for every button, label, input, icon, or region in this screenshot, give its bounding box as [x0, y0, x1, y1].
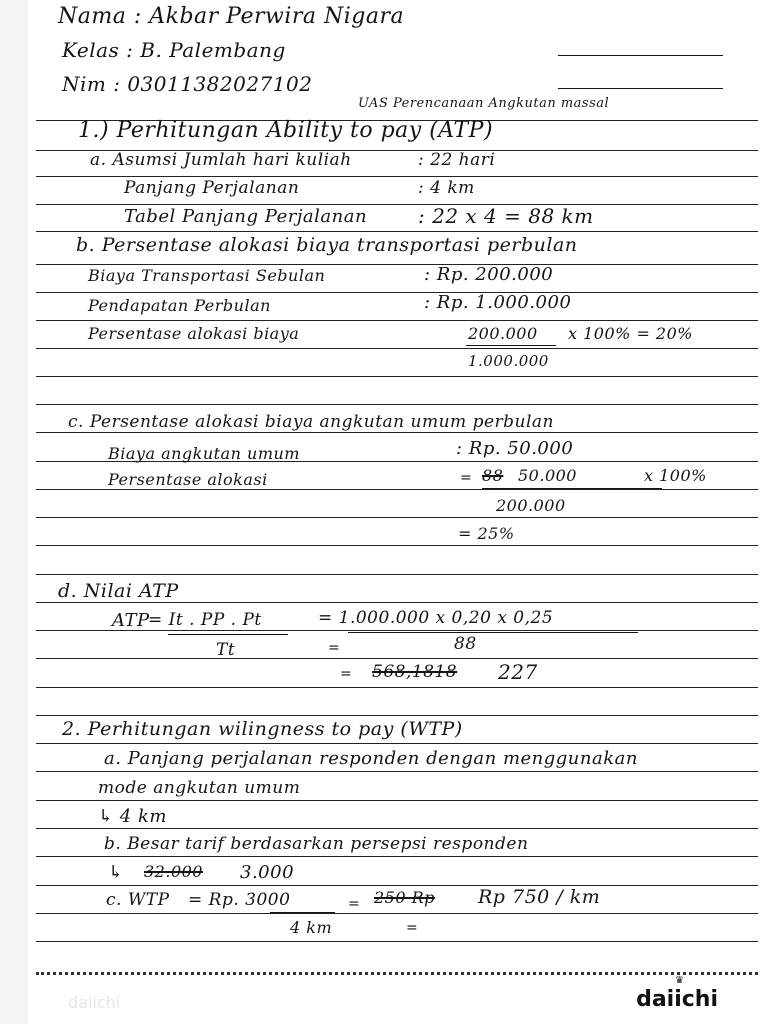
ruled-line: [36, 517, 758, 518]
struck-value: 250 Rp: [374, 888, 435, 907]
blank-line: [558, 55, 723, 56]
total-length-label: Tabel Panjang Perjalanan: [124, 206, 368, 227]
student-nim: Nim : 03011382027102: [62, 72, 313, 96]
wtp-a-line2: mode angkutan umum: [98, 778, 301, 798]
equals-sign: =: [348, 896, 361, 912]
assumption-label: a. Asumsi Jumlah hari kuliah: [90, 150, 352, 170]
income-value: : Rp. 1.000.000: [424, 292, 572, 313]
ruled-line: [36, 941, 758, 942]
ruled-line: [36, 856, 758, 857]
bus-allocation-multiplier: x 100%: [644, 466, 707, 485]
ruled-line: [36, 913, 758, 914]
wtp-c-numerator: = Rp. 3000: [188, 890, 291, 910]
bus-cost-value: : Rp. 50.000: [456, 438, 574, 459]
wtp-c-denominator: 4 km: [290, 918, 333, 937]
equals-sign: =: [340, 666, 353, 682]
ruled-line: [36, 348, 758, 349]
atp-label: ATP: [112, 610, 150, 631]
ruled-line: [36, 743, 758, 744]
atp-denominator: 88: [454, 634, 477, 654]
fraction-bar: [348, 632, 638, 633]
blank-line: [558, 88, 723, 89]
atp-formula-denominator: Tt: [216, 640, 236, 660]
atp-formula-numerator: = It . PP . Pt: [148, 610, 262, 630]
ruled-line: [36, 885, 758, 886]
ruled-line: [36, 545, 758, 546]
allocation-label: Persentase alokasi biaya: [88, 324, 300, 343]
wtp-a-answer: ↳ 4 km: [98, 806, 167, 827]
course-title: UAS Perencanaan Angkutan massal: [358, 96, 610, 111]
equals-sign: =: [460, 470, 473, 486]
ruled-line: [36, 658, 758, 659]
allocation-multiplier: x 100% = 20%: [568, 324, 693, 343]
allocation-numerator: 200.000: [468, 324, 538, 343]
arrow-icon: ↳: [108, 862, 124, 883]
ruled-line: [36, 489, 758, 490]
ruled-line: [36, 176, 758, 177]
ruled-line: [36, 404, 758, 405]
assumption-value: : 22 hari: [418, 150, 496, 170]
ruled-line: [36, 320, 758, 321]
income-label: Pendapatan Perbulan: [88, 296, 271, 315]
struck-value: 88: [482, 466, 504, 485]
student-class: Kelas : B. Palembang: [62, 38, 286, 62]
ruled-line: [36, 828, 758, 829]
bus-allocation-denominator: 200.000: [496, 496, 566, 515]
ruled-line: [36, 715, 758, 716]
atp-numerator: = 1.000.000 x 0,20 x 0,25: [318, 608, 554, 628]
bus-cost-label: Biaya angkutan umum: [108, 444, 300, 463]
section1c-title: c. Persentase alokasi biaya angkutan umum perbulan: [68, 412, 554, 432]
crown-icon: ♛: [675, 975, 684, 986]
wtp-b-line: b. Besar tarif berdasarkan persepsi responden: [104, 834, 529, 854]
ruled-line: [36, 376, 758, 377]
section2-title: 2. Perhitungan wilingness to pay (WTP): [62, 718, 463, 740]
section1d-title: d. Nilai ATP: [58, 580, 179, 602]
section1-title: 1.) Perhitungan Ability to pay (ATP): [78, 118, 494, 143]
notebook-page: [28, 0, 768, 1024]
trip-length-value: : 4 km: [418, 178, 475, 198]
fraction-bar: [270, 912, 335, 913]
ruled-line: [36, 687, 758, 688]
wtp-c-result: Rp 750 / km: [478, 886, 601, 908]
equals-sign: =: [328, 640, 341, 656]
total-length-value: : 22 x 4 = 88 km: [418, 204, 594, 228]
fraction-bar: [482, 488, 662, 489]
ruled-line: [36, 771, 758, 772]
transport-cost-value: : Rp. 200.000: [424, 264, 554, 285]
atp-result: 227: [498, 660, 538, 684]
fraction-bar: [168, 634, 288, 635]
ruled-line: [36, 602, 758, 603]
ruled-line: [36, 231, 758, 232]
fraction-bar: [466, 345, 556, 346]
bus-allocation-result: = 25%: [458, 524, 515, 543]
ruled-line: [36, 204, 758, 205]
wtp-a-line1: a. Panjang perjalanan responden dengan menggunakan: [104, 748, 638, 769]
bus-allocation-label: Persentase alokasi: [108, 470, 268, 489]
bus-allocation-numerator: 50.000: [518, 466, 577, 485]
section1b-title: b. Persentase alokasi biaya transportasi perbulan: [76, 234, 578, 256]
brand-logo: daiichi: [636, 987, 718, 1012]
allocation-denominator: 1.000.000: [468, 352, 549, 370]
student-name: Nama : Akbar Perwira Nigara: [58, 4, 405, 29]
ruled-line: [36, 432, 758, 433]
ruled-line: [36, 264, 758, 265]
ruled-line: [36, 574, 758, 575]
dotted-line: [36, 972, 758, 975]
struck-value: 32.000: [144, 862, 203, 881]
struck-value: 568,1818: [372, 662, 458, 682]
trip-length-label: Panjang Perjalanan: [124, 178, 300, 198]
equals-sign: =: [406, 920, 419, 936]
wtp-b-value: 3.000: [240, 862, 295, 883]
ruled-line: [36, 800, 758, 801]
wtp-c-label: c. WTP: [106, 890, 170, 910]
ruled-line: [36, 292, 758, 293]
watermark: daiichi: [68, 993, 121, 1012]
transport-cost-label: Biaya Transportasi Sebulan: [88, 266, 326, 285]
